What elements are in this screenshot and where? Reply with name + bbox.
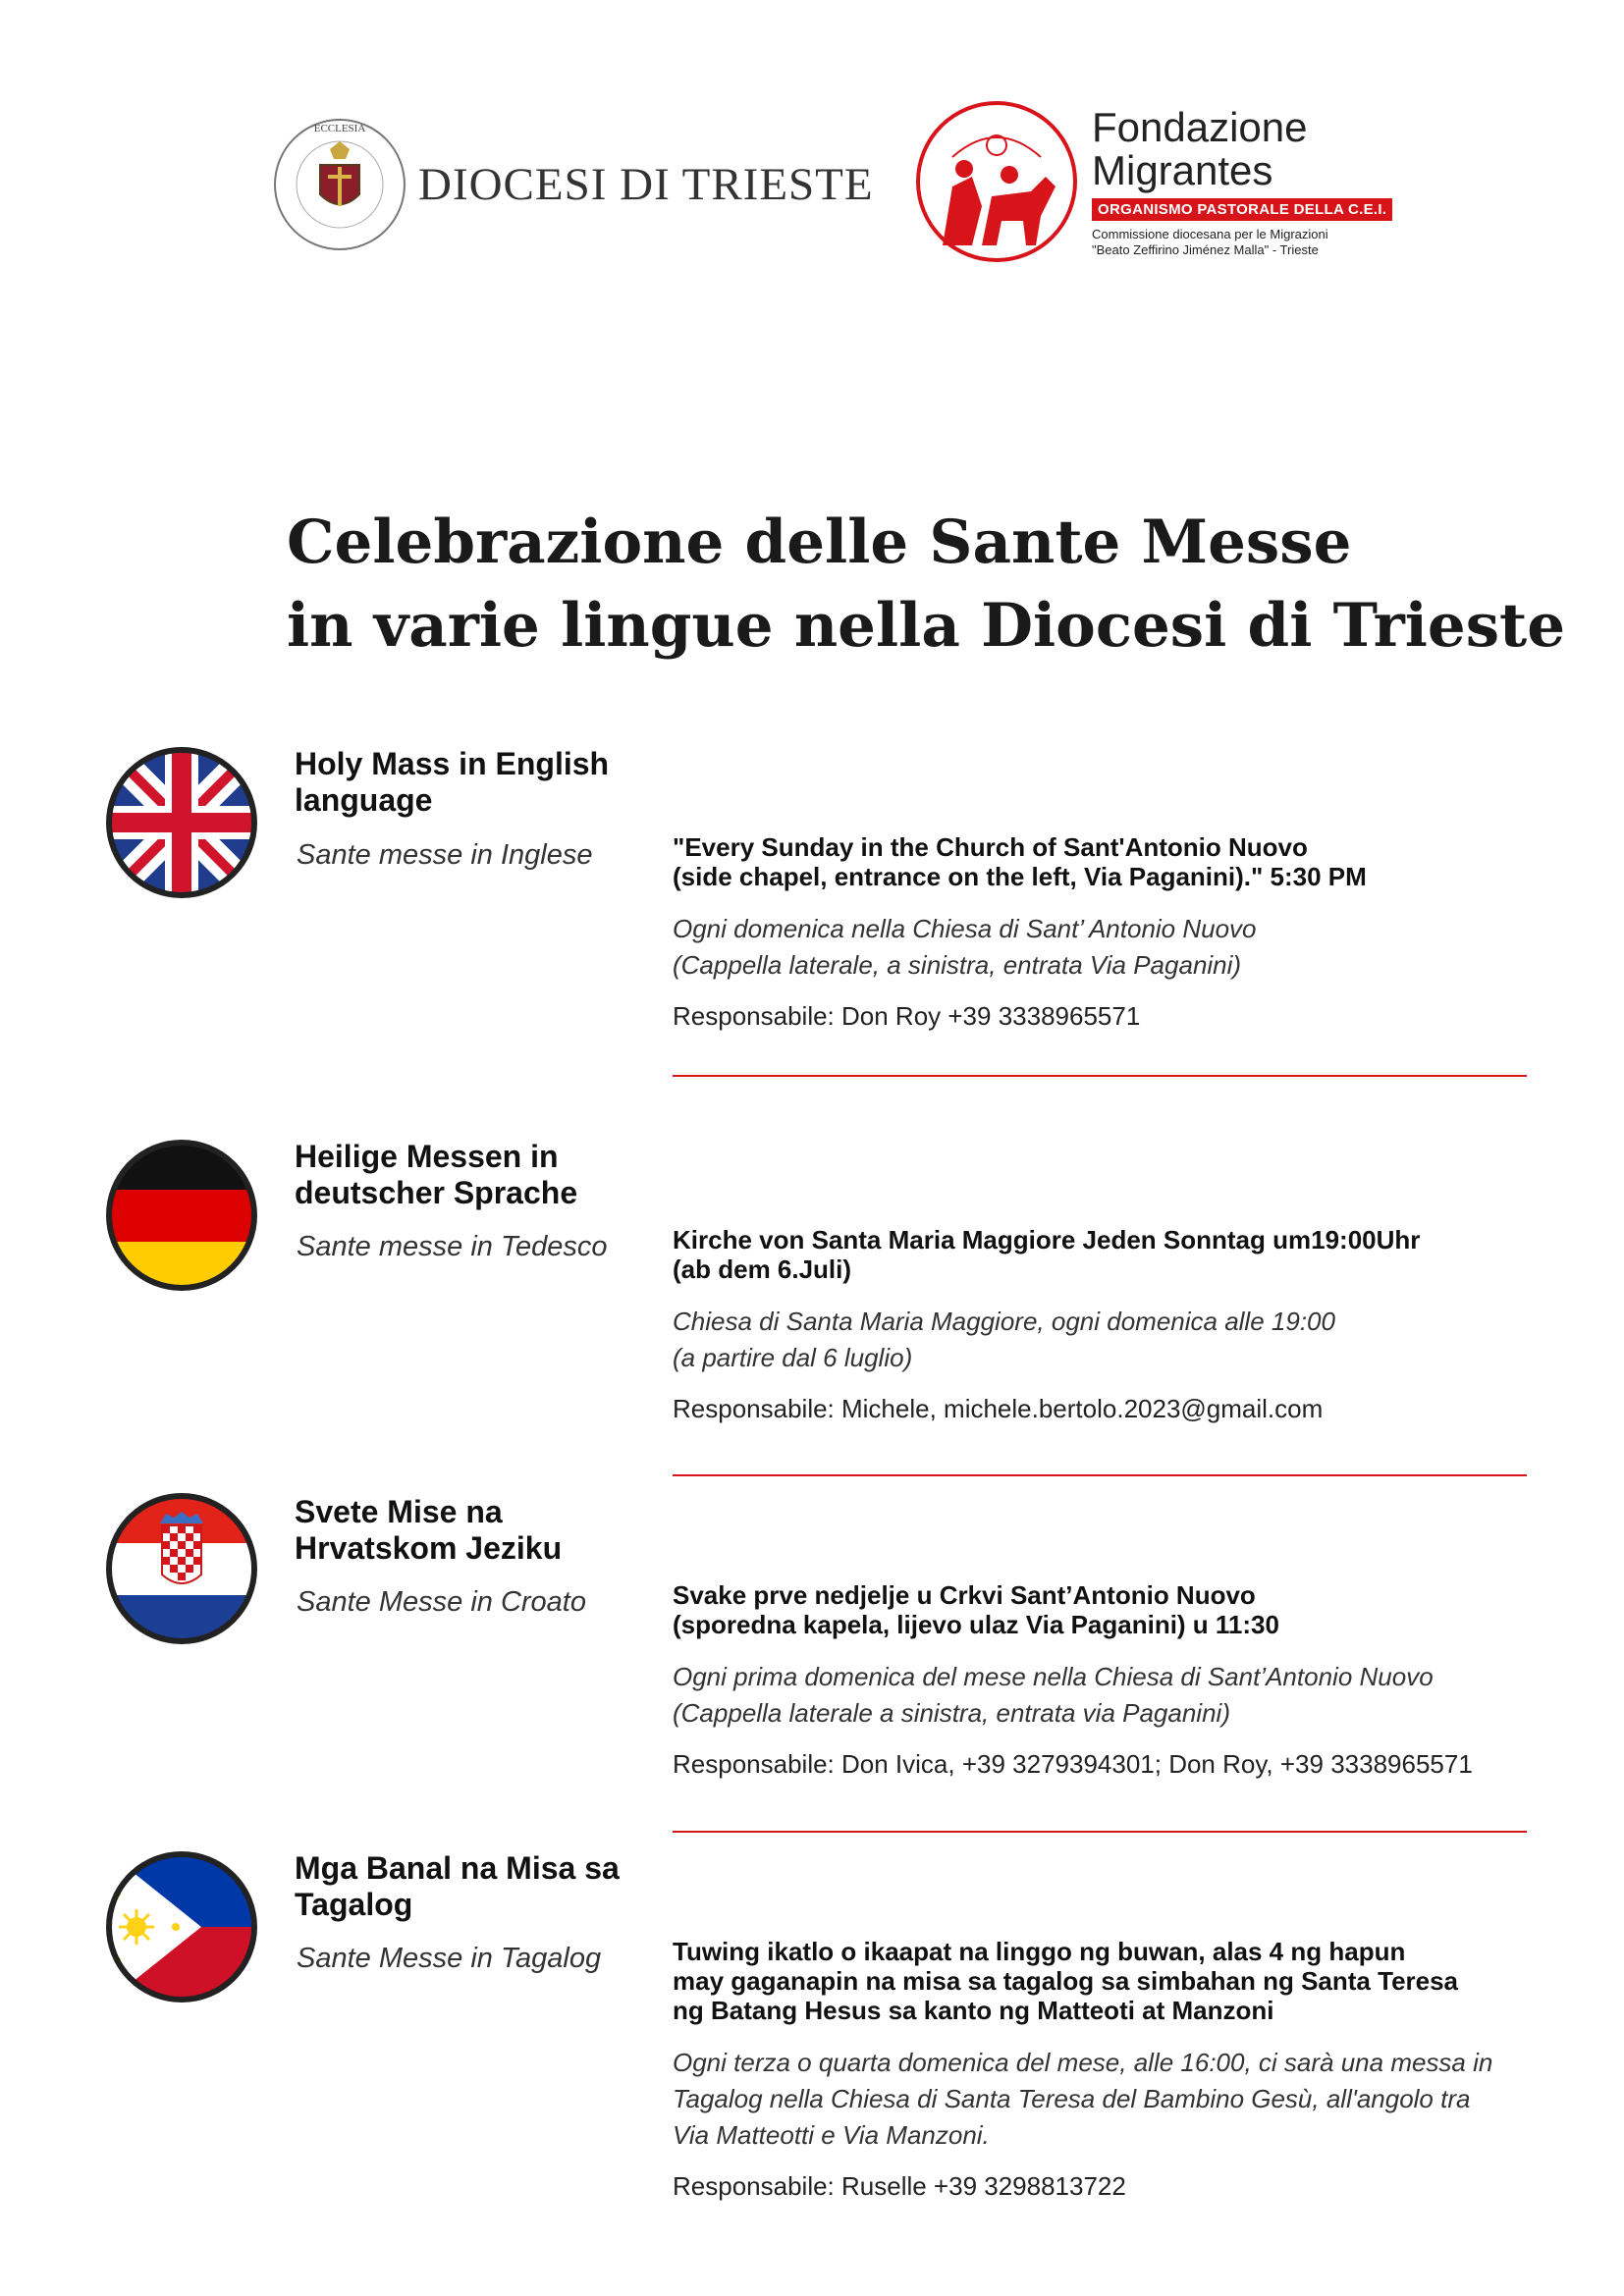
migrantes-emblem-icon — [913, 98, 1080, 265]
mass-details — [673, 832, 1537, 1032]
migrantes-sub2: "Beato Zeffirino Jiménez Malla" - Trieste — [1092, 242, 1319, 257]
lang-italian: Sante Messe in Croato — [297, 1586, 586, 1618]
mass-italian-line2: (Cappella laterale a sinistra, entrata via Paganini) — [673, 1698, 1230, 1728]
migrantes-sub1: Commissione diocesana per le Migrazioni — [1092, 227, 1328, 241]
migrantes-banner: ORGANISMO PASTORALE DELLA C.E.I. — [1092, 198, 1392, 221]
mass-italian-line2: Tagalog nella Chiesa di Santa Teresa del Bambino Gesù, all'angolo tra — [673, 2084, 1471, 2113]
lang-italian: Sante messe in Tedesco — [297, 1231, 608, 1262]
mass-main-line2: (sporedna kapela, lijevo ulaz Via Paganini) u 11:30 — [673, 1610, 1279, 1639]
croatia-flag-icon — [103, 1490, 260, 1647]
mass-main-line2: (ab dem 6.Juli) — [673, 1255, 852, 1284]
mass-italian-line1: Ogni prima domenica del mese nella Chiesa di Sant’Antonio Nuovo — [673, 1662, 1434, 1691]
mass-main-line1: Kirche von Santa Maria Maggiore Jeden Sonntag um19:00Uhr — [673, 1225, 1421, 1255]
page-title-line1: Celebrazione delle Sante Messe — [287, 507, 1352, 577]
philippines-flag-icon — [103, 1848, 260, 2005]
diocesi-logo — [271, 116, 874, 253]
diocesi-name: DIOCESI DI TRIESTE — [418, 159, 874, 210]
lang-title: Svete Mise na Hrvatskom Jeziku — [295, 1494, 563, 1566]
uk-flag-icon — [103, 744, 260, 901]
mass-details — [673, 1580, 1537, 1780]
lang-title: Holy Mass in English language — [295, 746, 610, 818]
svg-text:ECCLESIA: ECCLESIA — [313, 123, 366, 134]
migrantes-line2: Migrantes — [1092, 147, 1273, 193]
section-divider — [673, 1474, 1527, 1476]
mass-responsabile: Responsabile: Don Roy +39 3338965571 — [673, 1001, 1141, 1031]
mass-italian-line3: Via Matteotti e Via Manzoni. — [673, 2120, 990, 2150]
mass-main-line1: "Every Sunday in the Church of Sant'Antonio Nuovo — [673, 832, 1308, 862]
mass-main-line2: (side chapel, entrance on the left, Via Paganini)." 5:30 PM — [673, 862, 1367, 891]
mass-details — [673, 1225, 1537, 1424]
lang-italian: Sante messe in Inglese — [297, 839, 593, 871]
mass-responsabile: Responsabile: Don Ivica, +39 3279394301; Don Roy, +39 3338965571 — [673, 1749, 1473, 1779]
page-title-line2: in varie lingue nella Diocesi di Trieste — [287, 591, 1566, 661]
mass-main-line1: Tuwing ikatlo o ikaapat na linggo ng buwan, alas 4 ng hapun — [673, 1937, 1406, 1966]
mass-main-line2: may gaganapin na misa sa tagalog sa simbahan ng Santa Teresa — [673, 1966, 1459, 1996]
mass-italian-line2: (a partire dal 6 luglio) — [673, 1343, 913, 1372]
mass-italian-line1: Chiesa di Santa Maria Maggiore, ogni domenica alle 19:00 — [673, 1307, 1335, 1336]
mass-italian-line1: Ogni domenica nella Chiesa di Sant’ Antonio Nuovo — [673, 914, 1257, 943]
mass-details — [673, 1937, 1537, 2202]
mass-responsabile: Responsabile: Michele, michele.bertolo.2023@gmail.com — [673, 1394, 1324, 1423]
mass-main-line1: Svake prve nedjelje u Crkvi Sant’Antonio Nuovo — [673, 1580, 1256, 1610]
page-title — [287, 501, 1565, 667]
migrantes-logo — [913, 98, 1392, 265]
mass-italian-line2: (Cappella laterale, a sinistra, entrata Via Paganini) — [673, 950, 1242, 980]
section-divider — [673, 1831, 1527, 1833]
lang-title: Mga Banal na Misa sa Tagalog — [295, 1850, 620, 1922]
lang-italian: Sante Messe in Tagalog — [297, 1943, 602, 1974]
mass-italian-line1: Ogni terza o quarta domenica del mese, alle 16:00, ci sarà una messa in — [673, 2048, 1493, 2077]
lang-title: Heilige Messen in deutscher Sprache — [295, 1139, 578, 1210]
diocesi-seal-icon — [271, 116, 408, 253]
section-divider — [673, 1075, 1527, 1077]
mass-responsabile: Responsabile: Ruselle +39 3298813722 — [673, 2171, 1126, 2201]
migrantes-line1: Fondazione — [1092, 104, 1308, 150]
germany-flag-icon — [103, 1137, 260, 1294]
mass-main-line3: ng Batang Hesus sa kanto ng Matteoti at Manzoni — [673, 1996, 1274, 2025]
